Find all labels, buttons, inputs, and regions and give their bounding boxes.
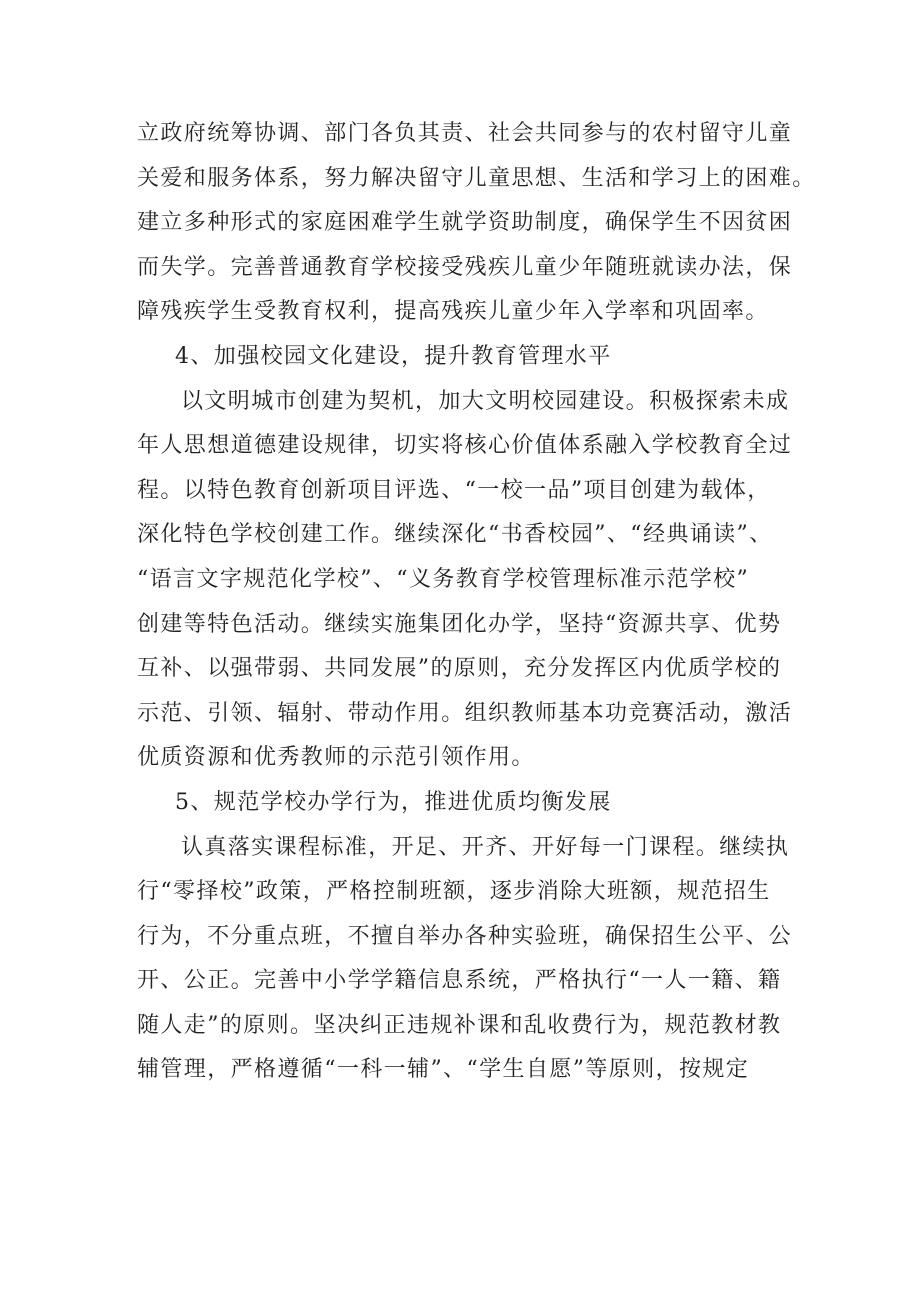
text-line: 年人思想道德建设规律，切实将核心价值体系融入学校教育全过 (137, 433, 793, 459)
text-line: 互补、以强带弱、共同发展”的原则，充分发挥区内优质学校的 (137, 656, 782, 682)
section-heading: 5、规范学校办学行为，推进优质均衡发展 (175, 789, 612, 815)
text-line: “语言文字规范化学校”、“义务教育学校管理标准示范学校” (137, 566, 750, 592)
text-line: 优质资源和优秀教师的示范引领作用。 (137, 745, 535, 771)
text-line: 关爱和服务体系，努力解决留守儿童思想、生活和学习上的困难。 (137, 165, 816, 191)
text-line: 建立多种形式的家庭困难学生就学资助制度，确保学生不因贫困 (137, 210, 793, 236)
text-line: 深化特色学校创建工作。继续深化“书香校园”、“经典诵读”、 (137, 522, 773, 548)
paragraph-first-line: 以文明城市创建为契机，加大文明校园建设。积极探索未成 (181, 388, 790, 414)
text-line: 行“零择校”政策，严格控制班额，逐步消除大班额，规范招生 (137, 879, 771, 905)
text-line: 示范、引领、辐射、带动作用。组织教师基本功竞赛活动，激活 (137, 700, 793, 726)
section-heading: 4、加强校园文化建设，提升教育管理水平 (175, 343, 612, 369)
text-line: 程。以特色教育创新项目评选、“一校一品”项目创建为载体， (137, 477, 771, 503)
text-line: 辅管理，严格遵循“一科一辅”、“学生自愿”等原则，按规定 (137, 1057, 750, 1083)
text-line: 立政府统筹协调、部门各负其责、社会共同参与的农村留守儿童 (137, 121, 793, 146)
text-line: 创建等特色活动。继续实施集团化办学，坚持“资源共享、优势 (137, 611, 782, 637)
paragraph-first-line: 认真落实课程标准，开足、开齐、开好每一门课程。继续执 (181, 834, 790, 860)
text-line: 行为，不分重点班，不擅自举办各种实验班，确保招生公平、公 (137, 923, 793, 949)
text-line: 障残疾学生受教育权利，提高残疾儿童少年入学率和巩固率。 (137, 299, 769, 325)
document-body (137, 112, 816, 1093)
text-line: 开、公正。完善中小学学籍信息系统，严格执行“一人一籍、籍 (137, 968, 782, 994)
text-line: 随人走”的原则。坚决纠正违规补课和乱收费行为，规范教材教 (137, 1012, 782, 1038)
text-line: 而失学。完善普通教育学校接受残疾儿童少年随班就读办法，保 (137, 254, 793, 280)
